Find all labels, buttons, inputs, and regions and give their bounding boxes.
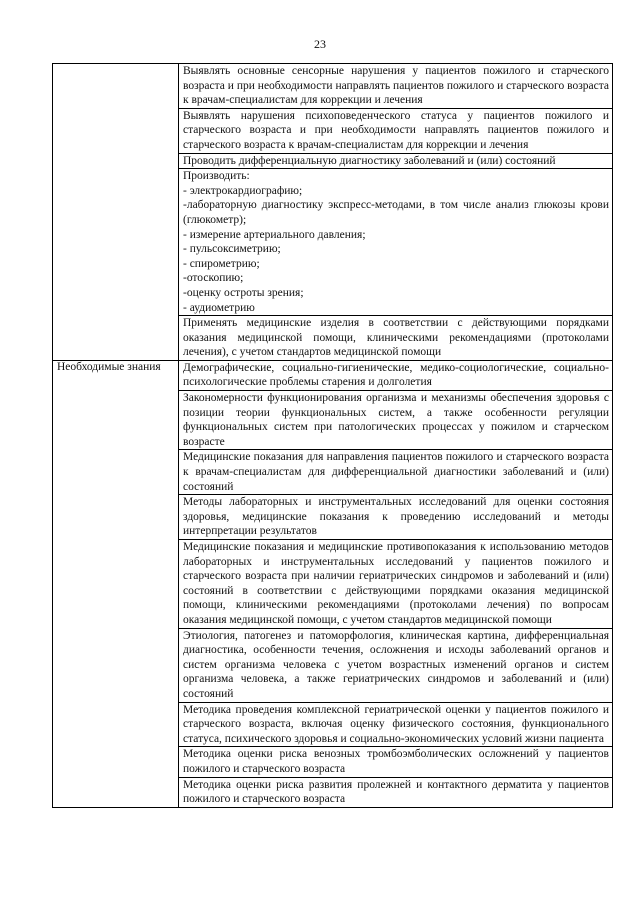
- table-cell-list: [179, 169, 613, 316]
- row-label-knowledge: Необходимые знания: [53, 360, 179, 807]
- page-number: 23: [314, 37, 326, 51]
- list-item: Производить:: [183, 170, 250, 183]
- table-cell: Методика оценки риска развития пролежней и контактного дерматита у пациентов пожилого и старческого возраста: [179, 777, 613, 807]
- list-item: - пульсоксиметрию;: [183, 243, 281, 256]
- table-row: [53, 360, 613, 390]
- table-cell: Демографические, социально-гигиенические, медико-социологические, социально-психологические проблемы старения и долголетия: [179, 360, 613, 390]
- table-cell: Применять медицинские изделия в соответствии с действующими порядками оказания медицинской помощи, клиническими рекомендациями (протоколами лечения), с учетом стандартов медицинской помощи: [179, 316, 613, 361]
- table-cell: Медицинские показания для направления пациентов пожилого и старческого возраста к врачам-специалистам для дифференциальной диагностики заболеваний и (или) состояний: [179, 450, 613, 495]
- table-cell: Медицинские показания и медицинские противопоказания к использованию методов лабораторных и инструментальных исследований у пациентов пожилого и старческого возраста при наличии гериатрических синдромов и заболеваний и (или) состояний в соответствии с действующими порядками оказания медицинской помощи, клиническими рекомендациями (протоколами лечения) по вопросам оказания медицинской помощи, с учетом стандартов медицинской помощи: [179, 540, 613, 629]
- list-item: - измерение артериального давления;: [183, 228, 366, 241]
- table-cell: Выявлять нарушения психоповеденческого статуса у пациентов пожилого и старческого возраста и при необходимости направлять пациентов пожилого и старческого возраста к врачам-специалистам для коррекции и лечения: [179, 108, 613, 153]
- table-cell: Выявлять основные сенсорные нарушения у пациентов пожилого и старческого возраста и при необходимости направлять пациентов пожилого и старческого возраста к врачам-специалистам для коррекции и лечения: [179, 64, 613, 109]
- list-item: - электрокардиографию;: [183, 184, 303, 197]
- table-cell: Этиология, патогенез и патоморфология, клиническая картина, дифференциальная диагностика, особенности течения, осложнения и исходы заболеваний органов и систем организма человека с учетом возрастных изменений органов и систем организма человека, а также гериатрических синдромов и заболеваний и (или) состояний: [179, 628, 613, 702]
- procedure-list: [183, 169, 609, 315]
- list-item: -отоскопию;: [183, 272, 244, 285]
- competency-table: [52, 63, 613, 808]
- list-item: -лабораторную диагностику экспресс-методами, в том числе анализ глюкозы крови (глюкометр);: [183, 199, 609, 226]
- table-row: [53, 64, 613, 109]
- list-item: -оценку остроты зрения;: [183, 286, 304, 299]
- table-cell: Закономерности функционирования организма и механизмы обеспечения здоровья с позиции теории функциональных систем, а также особенности регуляции функциональных систем при патологических процессах у пожилом и старческом возрасте: [179, 391, 613, 450]
- table-cell: Методика оценки риска венозных тромбоэмболических осложнений у пациентов пожилого и старческого возраста: [179, 747, 613, 777]
- list-item: - аудиометрию: [183, 301, 255, 314]
- row-label: [53, 64, 179, 361]
- table-cell: Методы лабораторных и инструментальных исследований для оценки состояния здоровья, медицинские показания к проведению исследований и методы интерпретации результатов: [179, 495, 613, 540]
- table-cell: Проводить дифференциальную диагностику заболеваний и (или) состояний: [179, 153, 613, 169]
- table-cell: Методика проведения комплексной гериатрической оценки у пациентов пожилого и старческого возраста, включая оценку физического состояния, функционального статуса, психического здоровья и социально-экономических условий жизни пациента: [179, 702, 613, 747]
- list-item: - спирометрию;: [183, 257, 260, 270]
